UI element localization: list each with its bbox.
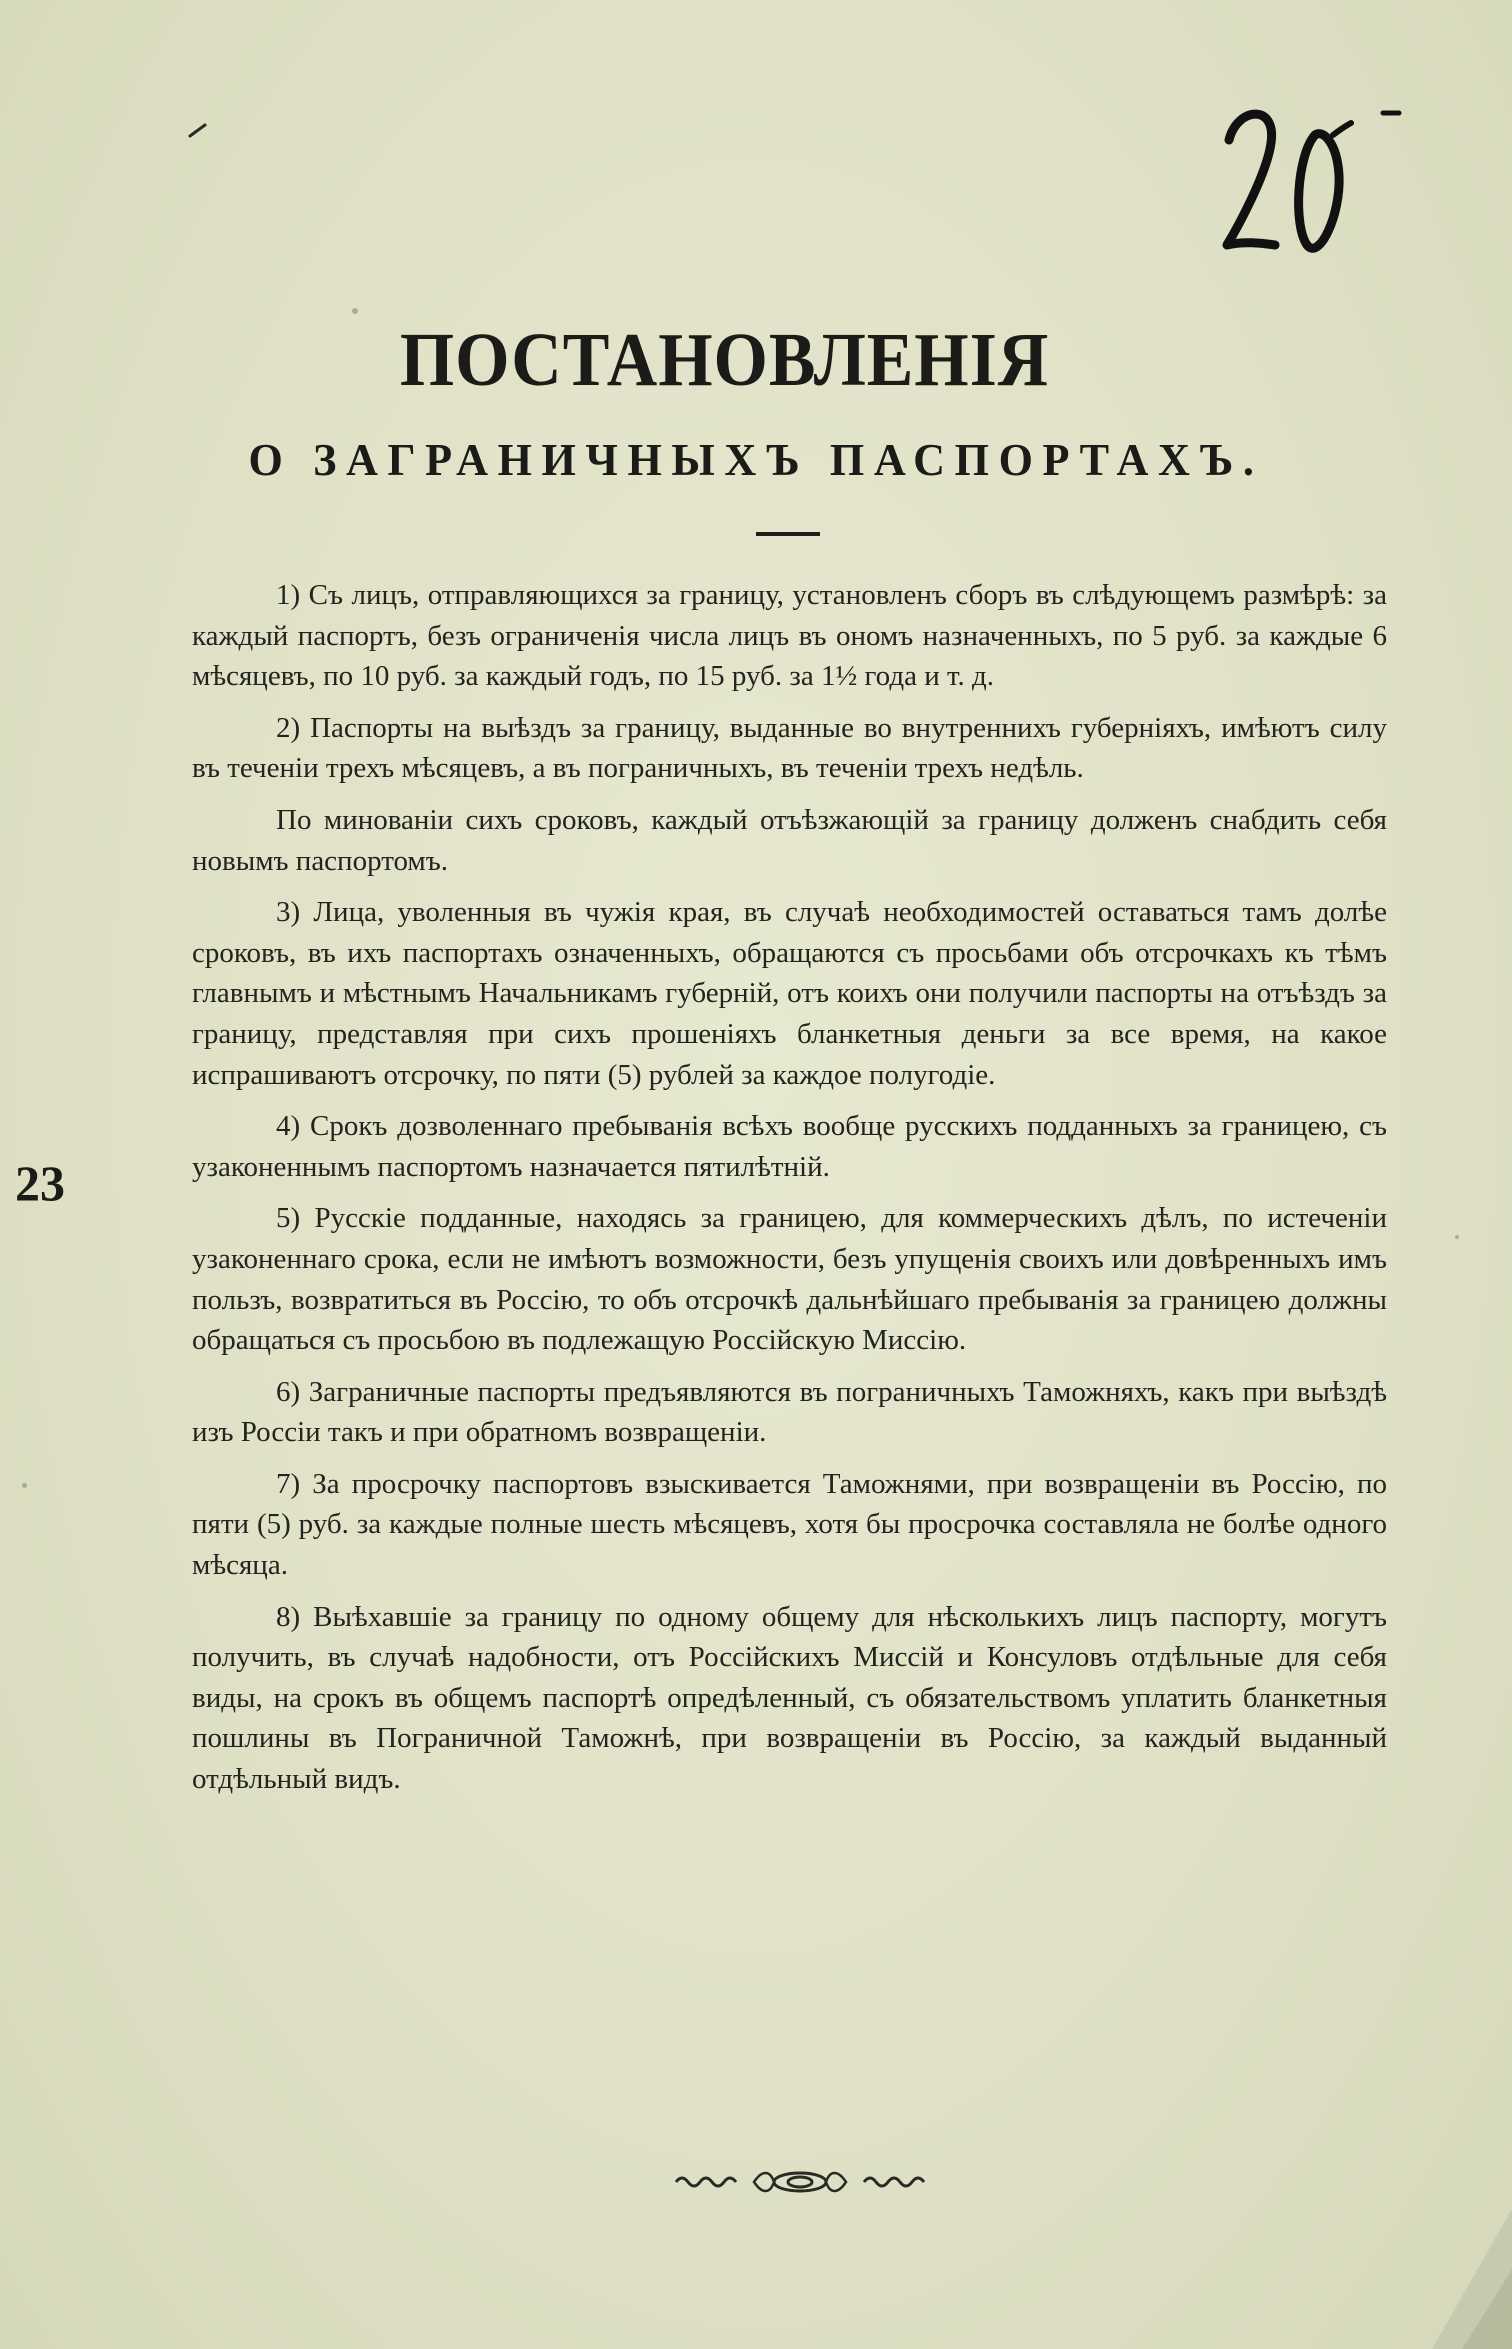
margin-page-number: 23 — [15, 1155, 65, 1211]
regulations-body — [192, 575, 1387, 1811]
handwritten-folio-number — [1215, 95, 1405, 270]
paper-speck — [1455, 1235, 1459, 1239]
paragraph-6: 6) Заграничные паспорты предъявляются въ пограничныхъ Таможняхъ, какъ при выѣздѣ изъ Россіи такъ и при обратномъ возвращеніи. — [192, 1375, 1387, 1449]
title-divider-rule — [756, 532, 820, 536]
paragraph-3: 3) Лица, уволенныя въ чужія края, въ случаѣ необходимостей оставаться тамъ долѣе сроковъ, въ ихъ паспортахъ означенныхъ, обращаются съ просьбами объ отсрочкахъ къ тѣмъ главнымъ и мѣстнымъ Начальникамъ губерній, отъ коихъ они получили паспорты на отъѣздъ за границу, представляя при сихъ прошеніяхъ бланкетныя деньги за все время, на какое испрашиваютъ отсрочку, по пяти (5) рублей за каждое полугодіе. — [192, 896, 1387, 1091]
paragraph-2-continuation: По минованіи сихъ сроковъ, каждый отъѣзжающій за границу долженъ снабдить себя новымъ паспортомъ. — [192, 803, 1387, 877]
paper-speck — [352, 308, 358, 314]
paragraph-4: 4) Срокъ дозволеннаго пребыванія всѣхъ вообще русскихъ подданныхъ за границею, съ узаконеннымъ паспортомъ назначается пятилѣтній. — [192, 1110, 1387, 1183]
paragraph-7: 7) За просрочку паспортовъ взыскивается Таможнями, при возвращеніи въ Россію, по пяти (5) руб. за каждые полные шесть мѣсяцевъ, хотя бы просрочка составляла не болѣе одного мѣсяца. — [192, 1467, 1387, 1582]
paragraph-1: 1) Съ лицъ, отправляющихся за границу, установленъ сборъ въ слѣдующемъ размѣрѣ: за каждый паспортъ, безъ ограниченія числа лицъ въ ономъ назначенныхъ, по 5 руб. за каждые 6 мѣсяцевъ, по 10 руб. за каждый годъ, по 15 руб. за 1½ года и т. д. — [192, 579, 1387, 693]
pencil-tick-mark — [188, 122, 208, 138]
paragraph-8: 8) Выѣхавшіе за границу по одному общему для нѣсколькихъ лицъ паспорту, могутъ получить, въ случаѣ надобности, отъ Россійскихъ Миссій и Консуловъ отдѣльные для себя виды, на срокъ въ общемъ паспортѣ опредѣленный, съ обязательствомъ уплатить бланкетныя пошлины въ Пограничной Таможнѣ, при возвращеніи въ Россію, за каждый выданный отдѣльный видъ. — [192, 1600, 1387, 1796]
paper-speck — [22, 1483, 27, 1488]
page-corner-shadow — [1422, 2209, 1512, 2349]
document-title: ПОСТАНОВЛЕНІЯ — [399, 318, 1050, 402]
end-ornament-flourish — [672, 2162, 928, 2202]
paragraph-5: 5) Русскіе подданные, находясь за границею, для коммерческихъ дѣлъ, по истеченіи узаконеннаго срока, если не имѣютъ возможности, безъ упущенія своихъ или довѣренныхъ имъ пользъ, возвратиться въ Россію, то объ отсрочкѣ дальнѣйшаго пребыванія за границею должны обращаться съ просьбою въ подлежащую Россійскую Миссію. — [192, 1202, 1387, 1357]
document-subtitle: О ЗАГРАНИЧНЫХЪ ПАСПОРТАХЪ. — [248, 434, 1264, 485]
paragraph-2: 2) Паспорты на выѣздъ за границу, выданные во внутреннихъ губерніяхъ, имѣютъ силу въ теченіи трехъ мѣсяцевъ, а въ пограничныхъ, въ теченіи трехъ недѣль. — [192, 711, 1387, 785]
